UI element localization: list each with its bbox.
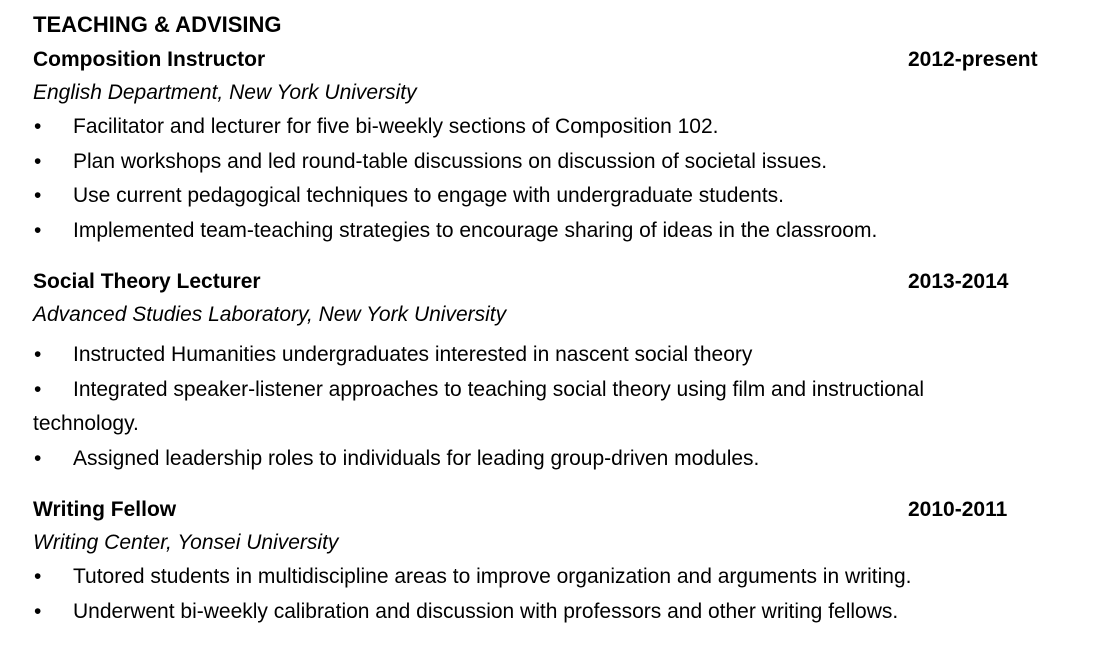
job-dates: 2013-2014 (908, 270, 1009, 293)
list-item (33, 110, 1083, 145)
job-header (33, 494, 1083, 526)
bullet-list (33, 560, 1083, 629)
job-dates: 2012-present (908, 48, 1038, 71)
job-header (33, 44, 1083, 76)
bullet-icon: • (34, 377, 42, 401)
bullet-list (33, 110, 1083, 248)
job-organization: Writing Center, Yonsei University (33, 531, 339, 554)
list-item (33, 179, 1083, 214)
bullet-text: Integrated speaker-listener approaches to teaching social theory using film and instructional technology. (33, 377, 924, 435)
list-item (33, 373, 993, 442)
job-title: Social Theory Lecturer (33, 270, 261, 293)
bullet-text: Plan workshops and led round-table discussions on discussion of societal issues. (73, 149, 828, 173)
job-organization: Advanced Studies Laboratory, New York University (33, 303, 507, 326)
section-title: TEACHING & ADVISING (33, 12, 282, 37)
resume-page (33, 10, 1083, 629)
bullet-icon: • (34, 599, 42, 623)
bullet-icon: • (34, 446, 42, 470)
bullet-icon: • (34, 115, 42, 138)
list-item (33, 595, 1083, 630)
bullet-text: Underwent bi-weekly calibration and discussion with professors and other writing fellows. (73, 599, 899, 623)
list-item (33, 338, 1083, 373)
bullet-list (33, 338, 1083, 476)
bullet-text: Assigned leadership roles to individuals for leading group-driven modules. (73, 446, 760, 470)
list-item (33, 560, 1083, 595)
bullet-text: Tutored students in multidiscipline areas to improve organization and arguments in writing. (73, 565, 912, 588)
bullet-text: Facilitator and lecturer for five bi-weekly sections of Composition 102. (73, 115, 719, 138)
bullet-icon: • (34, 565, 42, 588)
job-dates: 2010-2011 (908, 498, 1008, 521)
list-item (33, 145, 1083, 180)
job-writing-fellow (33, 494, 1083, 629)
job-composition-instructor (33, 44, 1083, 248)
bullet-icon: • (34, 149, 42, 173)
bullet-text: Use current pedagogical techniques to engage with undergraduate students. (73, 184, 784, 207)
bullet-icon: • (34, 218, 42, 242)
job-social-theory-lecturer (33, 266, 1083, 476)
bullet-text: Instructed Humanities undergraduates interested in nascent social theory (73, 343, 753, 366)
job-header (33, 266, 1083, 298)
bullet-text: Implemented team-teaching strategies to encourage sharing of ideas in the classroom. (73, 218, 878, 242)
list-item (33, 442, 1083, 477)
job-title: Writing Fellow (33, 498, 177, 521)
bullet-icon: • (34, 184, 42, 207)
job-organization: English Department, New York University (33, 81, 417, 104)
job-title: Composition Instructor (33, 48, 266, 71)
bullet-icon: • (34, 343, 42, 366)
list-item (33, 214, 1083, 249)
